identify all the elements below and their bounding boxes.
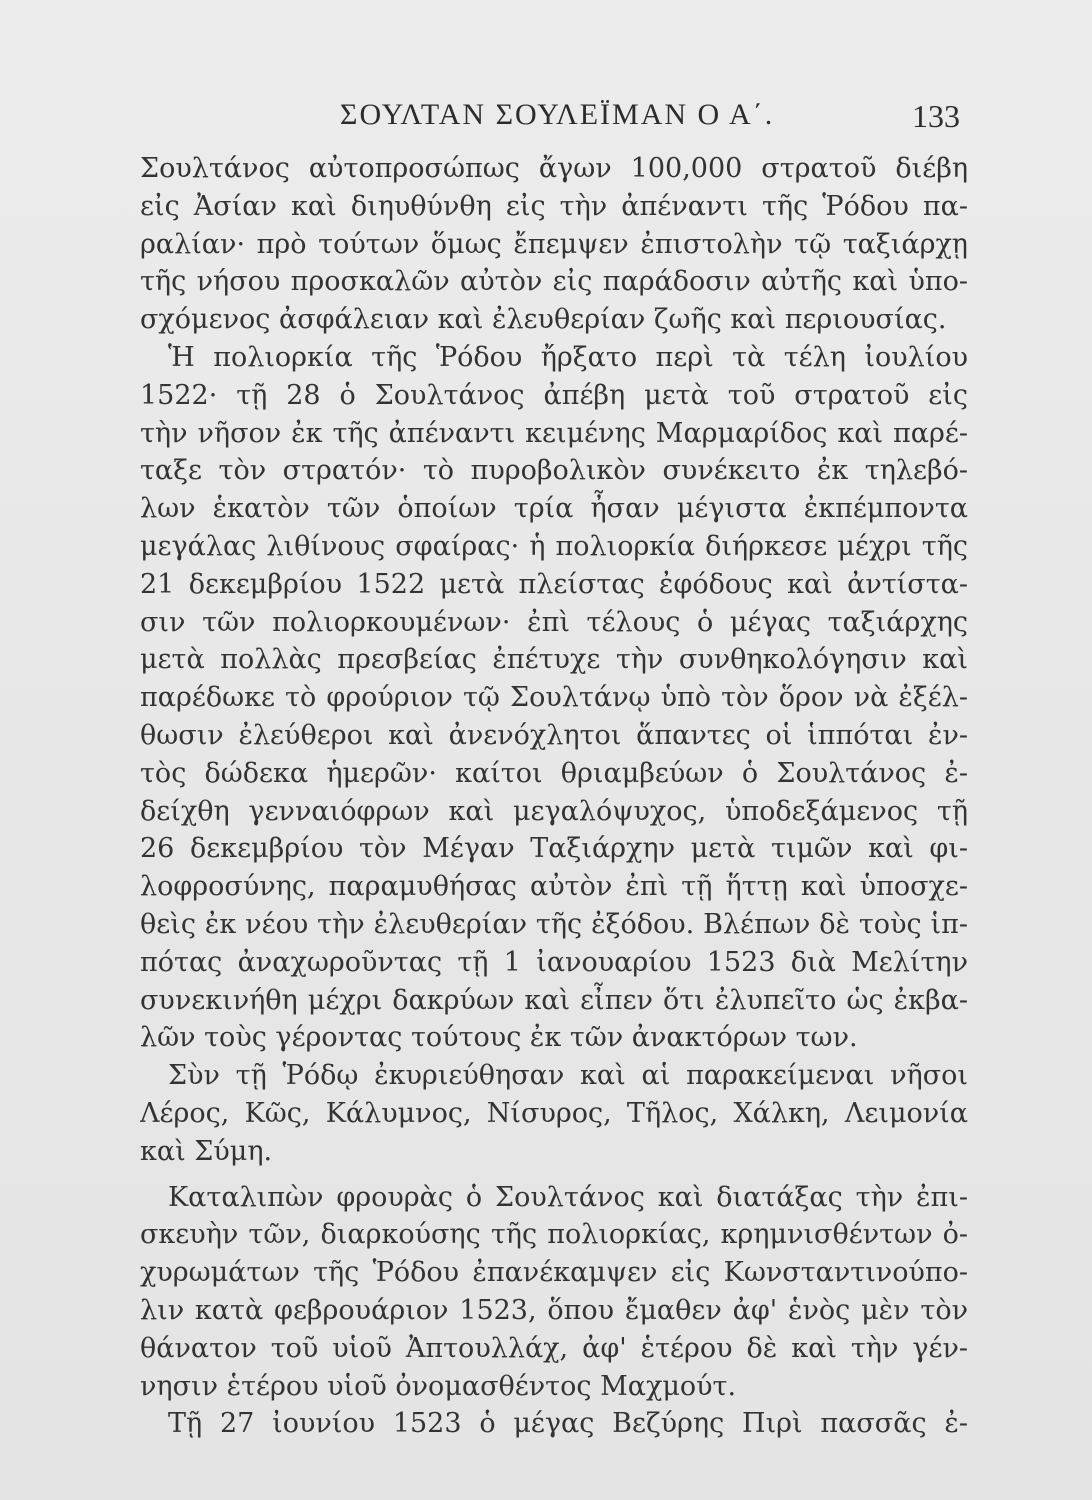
text-line: τὸς δώδεκα ἡμερῶν· καίτοι θριαμβεύων ὁ Σουλτάνος ἐ- <box>140 757 968 789</box>
text-line: λοφροσύνης, παραμυθήσας αὐτὸν ἐπὶ τῇ ἥττῃ καὶ ὑποσχε- <box>140 871 968 903</box>
text-line: χυρωμάτων τῆς Ῥόδου ἐπανέκαμψεν εἰς Κωνσταντινούπο- <box>140 1257 968 1289</box>
text-line: σχόμενος ἀσφάλειαν καὶ ἐλευθερίαν ζωῆς καὶ περιουσίας. <box>140 304 947 336</box>
page-number: 133 <box>912 98 960 134</box>
text-line: καὶ Σύμη. <box>140 1135 273 1167</box>
paragraph-gap <box>140 1171 968 1179</box>
text-line: λων ἑκατὸν τῶν ὁποίων τρία ἦσαν μέγιστα ἐκπέμποντα <box>140 493 968 525</box>
text-line: λῶν τοὺς γέροντας τούτους ἐκ τῶν ἀνακτόρων των. <box>140 1022 858 1054</box>
text-line: θεὶς ἐκ νέου τὴν ἐλευθερίαν τῆς ἐξόδου. Βλέπων δὲ τοὺς ἱπ- <box>140 908 968 940</box>
text-line: συνεκινήθη μέχρι δακρύων καὶ εἶπεν ὅτι ἐλυπεῖτο ὡς ἐκβα- <box>140 984 968 1016</box>
text-line: ραλίαν· πρὸ τούτων ὅμως ἔπεμψεν ἐπιστολὴν τῷ ταξιάρχῃ <box>140 228 968 260</box>
paragraph <box>140 1179 968 1406</box>
text-line: ταξε τὸν στρατόν· τὸ πυροβολικὸν συνέκειτο ἐκ τηλεβό- <box>140 455 968 487</box>
text-line: θωσιν ἐλεύθεροι καὶ ἀνενόχλητοι ἅπαντες οἱ ἱππόται ἐν- <box>140 719 968 751</box>
text-line: τὴν νῆσον ἐκ τῆς ἀπέναντι κειμένης Μαρμαρίδος καὶ παρέ- <box>140 417 968 449</box>
text-line: 26 δεκεμβρίου τὸν Μέγαν Ταξιάρχην μετὰ τιμῶν καὶ φι- <box>140 833 968 865</box>
paragraph <box>140 150 968 339</box>
text-line: Τῇ 27 ἰουνίου 1523 ὁ μέγας Βεζύρης Πιρὶ πασσᾶς ἐ- <box>168 1408 968 1440</box>
text-line: 21 δεκεμβρίου 1522 μετὰ πλείστας ἐφόδους καὶ ἀντίστα- <box>140 568 968 600</box>
text-line: δείχθη γενναιόφρων καὶ μεγαλόψυχος, ὑποδεξάμενος τῇ <box>140 795 968 827</box>
running-title: ΣΟΥΛΤΑΝ ΣΟΥΛΕΪΜΑΝ Ο Α΄. <box>340 98 775 131</box>
text-line: Σὺν τῇ Ῥόδῳ ἐκυριεύθησαν καὶ αἱ παρακείμεναι νῆσοι <box>168 1060 968 1092</box>
text-line: Καταλιπὼν φρουρὰς ὁ Σουλτάνος καὶ διατάξας τὴν ἐπι- <box>168 1181 968 1213</box>
text-line: Ἡ πολιορκία τῆς Ῥόδου ἤρξατο περὶ τὰ τέλη ἰουλίου <box>168 341 968 373</box>
text-line: πότας ἀναχωροῦντας τῇ 1 ἰανουαρίου 1523 διὰ Μελίτην <box>140 946 968 978</box>
text-line: μεγάλας λιθίνους σφαίρας· ἡ πολιορκία διήρκεσε μέχρι τῆς <box>140 530 968 562</box>
text-line: λιν κατὰ φεβρουάριον 1523, ὅπου ἔμαθεν ἀφ' ἑνὸς μὲν τὸν <box>140 1294 968 1326</box>
page-header <box>340 98 960 138</box>
paragraph <box>140 339 968 1057</box>
text-line: Λέρος, Κῶς, Κάλυμνος, Νίσυρος, Τῆλος, Χάλκη, Λειμονία <box>140 1097 968 1129</box>
text-line: σιν τῶν πολιορκουμένων· ἐπὶ τέλους ὁ μέγας ταξιάρχης <box>140 606 968 638</box>
text-line: μετὰ πολλὰς πρεσβείας ἐπέτυχε τὴν συνθηκολόγησιν καὶ <box>140 644 968 676</box>
text-line: θάνατον τοῦ υἱοῦ Ἀπτουλλάχ, ἀφ' ἑτέρου δὲ καὶ τὴν γέν- <box>140 1332 968 1364</box>
text-line: νησιν ἑτέρου υἱοῦ ὀνομασθέντος Μαχμούτ. <box>140 1370 737 1402</box>
paragraph <box>140 1057 968 1170</box>
text-line: εἰς Ἀσίαν καὶ διηυθύνθη εἰς τὴν ἀπέναντι τῆς Ῥόδου πα- <box>140 190 968 222</box>
paragraph <box>140 1405 968 1443</box>
text-line: Σουλτάνος αὐτοπροσώπως ἄγων 100,000 στρατοῦ διέβη <box>140 153 968 184</box>
text-line: 1522· τῇ 28 ὁ Σουλτάνος ἀπέβη μετὰ τοῦ στρατοῦ εἰς <box>140 379 968 411</box>
text-line: σκευὴν τῶν, διαρκούσης τῆς πολιορκίας, κρημνισθέντων ὀ- <box>140 1219 968 1251</box>
body-text <box>140 150 968 1443</box>
text-line: παρέδωκε τὸ φρούριον τῷ Σουλτάνῳ ὑπὸ τὸν ὅρον νὰ ἐξέλ- <box>140 682 968 714</box>
text-line: τῆς νήσου προσκαλῶν αὐτὸν εἰς παράδοσιν αὐτῆς καὶ ὑπο- <box>140 266 968 298</box>
